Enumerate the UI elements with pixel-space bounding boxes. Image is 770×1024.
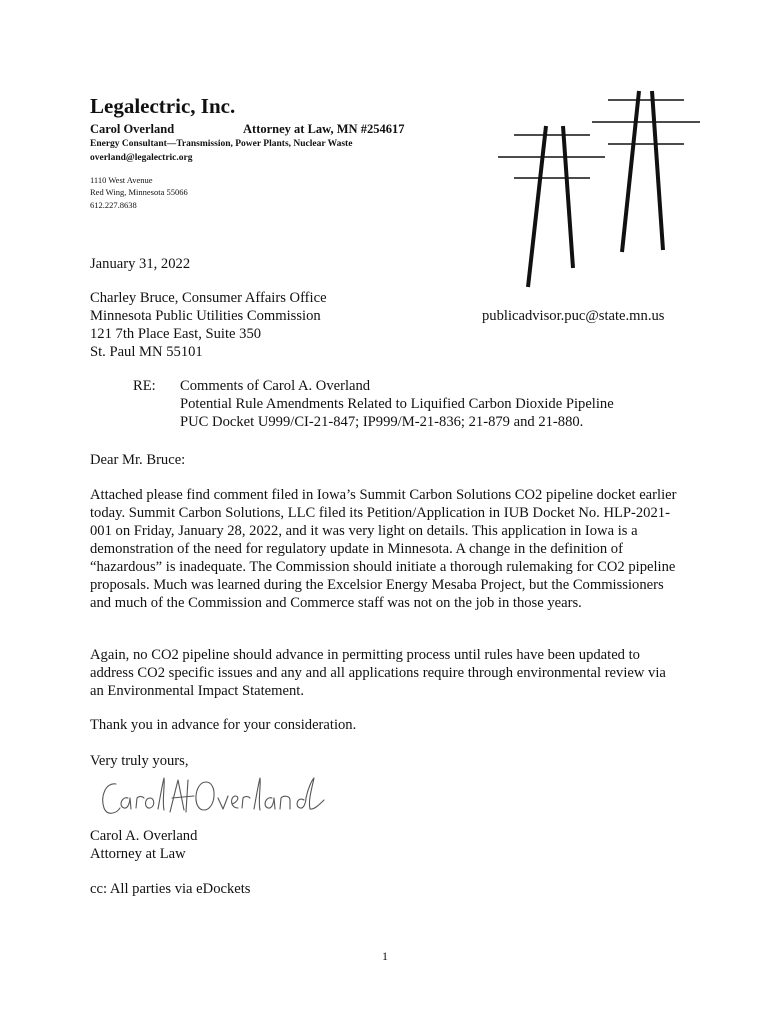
body-paragraph-1: Attached please find comment filed in Iowa’s Summit Carbon Solutions CO2 pipeline docket earlier today. Summit Carbon Solutions, LLC filed its Petition/Application in IUB Docket No. HLP-2021-001 on Friday, January 28, 2022, and it was very light on details. This application in Iowa is a demonstration of the need for regulatory update in Minnesota. A change in the definition of “hazardous” is inadequate. The Commission should initiate a thorough rulemaking for CO2 pipeline proposals. Much was learned during the Excelsior Energy Mesaba Project, but the Commissioners and much of the Commission and Commerce staff was not on the job in those years. [90, 487, 677, 611]
closing: Very truly yours, [90, 753, 189, 769]
transmission-towers-logo [490, 88, 705, 288]
cc-line: cc: All parties via eDockets [90, 881, 251, 897]
sender-name: Carol Overland [90, 122, 175, 136]
body-paragraph-2: Again, no CO2 pipeline should advance in permitting process until rules have been updated to address CO2 specific issues and any and all applications require through environmental review via an Environmental Impact Statement. [90, 647, 666, 699]
recipient-line-4: St. Paul MN 55101 [90, 344, 203, 360]
recipient-line-3: 121 7th Place East, Suite 350 [90, 326, 262, 342]
company-name: Legalectric, Inc. [90, 94, 236, 118]
re-line-2: Potential Rule Amendments Related to Liquified Carbon Dioxide Pipeline [180, 396, 614, 412]
body-paragraph-3: Thank you in advance for your consideration. [90, 717, 357, 733]
re-label: RE: [133, 378, 156, 394]
recipient-line-2: Minnesota Public Utilities Commission [90, 308, 321, 324]
phone-number: 612.227.8638 [90, 200, 137, 210]
re-line-3: PUC Docket U999/CI-21-847; IP999/M-21-836; 21-879 and 21-880. [180, 414, 584, 430]
sender-email: overland@legalectric.org [90, 153, 193, 163]
handwritten-signature [98, 774, 328, 826]
re-line-1: Comments of Carol A. Overland [180, 378, 371, 394]
recipient-email: publicadvisor.puc@state.mn.us [482, 308, 665, 324]
sender-specialty: Energy Consultant—Transmission, Power Plants, Nuclear Waste [90, 139, 353, 149]
sender-title: Attorney at Law, MN #254617 [243, 122, 405, 136]
page-number: 1 [382, 949, 388, 963]
salutation: Dear Mr. Bruce: [90, 452, 186, 468]
address-line-2: Red Wing, Minnesota 55066 [90, 187, 188, 197]
signer-name: Carol A. Overland [90, 828, 198, 844]
address-line-1: 1110 West Avenue [90, 175, 153, 185]
signer-title: Attorney at Law [90, 846, 186, 862]
recipient-line-1: Charley Bruce, Consumer Affairs Office [90, 290, 327, 306]
letter-date: January 31, 2022 [90, 256, 191, 272]
